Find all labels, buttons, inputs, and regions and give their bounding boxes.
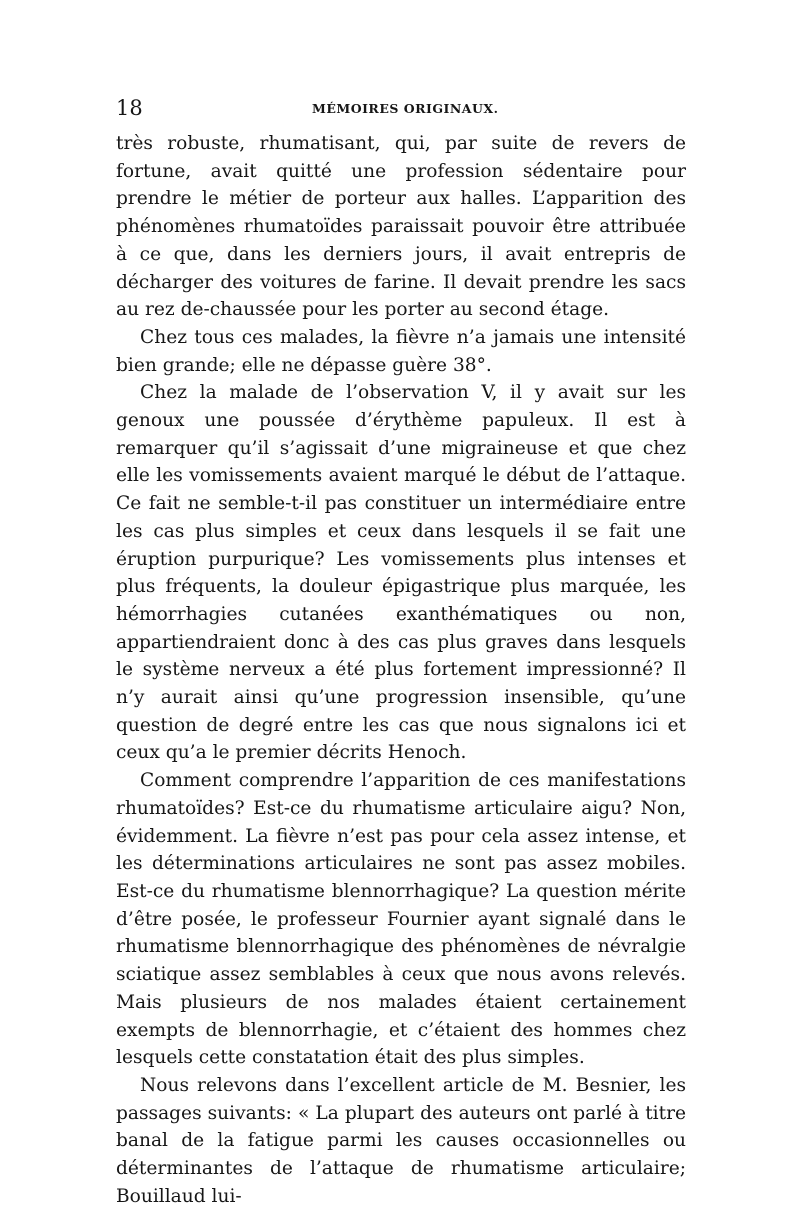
paragraph: Chez la malade de l’observation V, il y avait sur les genoux une poussée d’érythème papuleux. Il est à remarquer qu’il s’agissait d’une migraineuse et que chez elle les vomissements avaient marqué le début de l’attaque. Ce fait ne semble-t-il pas constituer un intermédiaire entre les cas plus simples et ceux dans lesquels il se fait une éruption purpurique? Les vomissements plus intenses et plus fréquents, la douleur épigastrique plus marquée, les hémorrhagies cutanées exanthématiques ou non, appartiendraient donc à des cas plus graves dans lesquels le système nerveux a été plus fortement impressionné? Il n’y aurait ainsi qu’une progression insensible, qu’une question de degré entre les cas que nous signalons ici et ceux qu’a le premier décrits Henoch.	[116, 382, 686, 764]
paragraph: Chez tous ces malades, la fièvre n’a jamais une intensité bien grande; elle ne dépasse guère 38°.	[116, 326, 686, 376]
body-text	[116, 130, 686, 1210]
paragraph: Nous relevons dans l’excellent article de M. Besnier, les passages suivants: « La plupart des auteurs ont parlé à titre banal de la fatigue parmi les causes occasionnelles ou déterminantes de l’attaque de rhumatisme articulaire; Bouillaud lui-	[116, 1074, 686, 1207]
page-header	[116, 96, 686, 122]
page-number: 18	[116, 96, 143, 120]
paragraph: Comment comprendre l’apparition de ces manifestations rhumatoïdes? Est-ce du rhumatisme articulaire aigu? Non, évidemment. La fièvre n’est pas pour cela assez intense, et les déterminations articulaires ne sont pas assez mobiles. Est-ce du rhumatisme blennorrhagique? La question mérite d’être posée, le professeur Fournier ayant signalé dans le rhumatisme blennorrhagique des phénomènes de névralgie sciatique assez semblables à ceux que nous avons relevés. Mais plusieurs de nos malades étaient certainement exempts de blennorrhagie, et c’étaient des hommes chez lesquels cette constatation était des plus simples.	[116, 770, 686, 1069]
paragraph-continuation: très robuste, rhumatisant, qui, par suite de revers de fortune, avait quitté une profession sédentaire pour prendre le métier de porteur aux halles. L’apparition des phénomènes rhumatoïdes paraissait pouvoir être attribuée à ce que, dans les derniers jours, il avait entrepris de décharger des voitures de farine. Il devait prendre les sacs au rez de-chaussée pour les porter au second étage.	[116, 133, 686, 321]
running-title: MÉMOIRES ORIGINAUX.	[312, 101, 499, 116]
